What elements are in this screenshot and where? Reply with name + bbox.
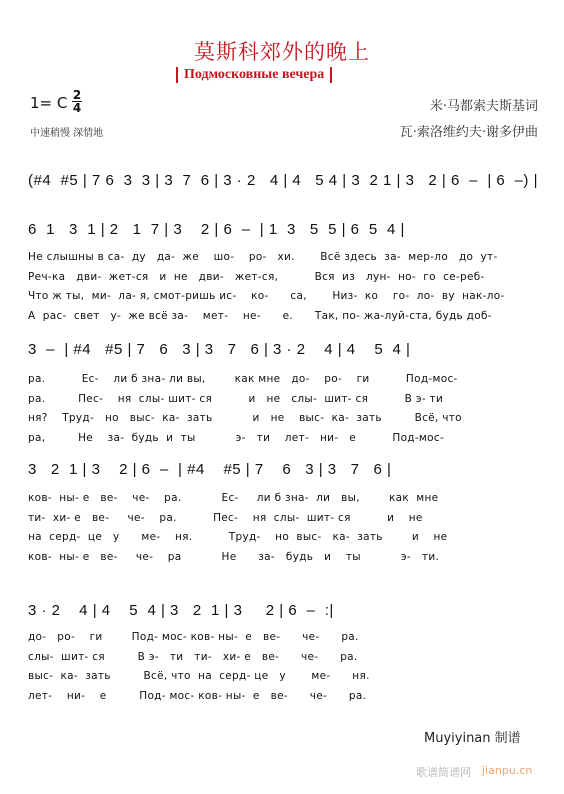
lyric-line: на серд- це у ме- ня. Труд- но выс- ка- зать и не	[28, 531, 448, 543]
meter-bottom: 4	[72, 101, 82, 115]
lyric-line: Что ж ты, ми- ла- я, смот-ришь ис- ко- са, Низ- ко го- ло- ву нак-ло-	[28, 290, 505, 302]
lyric-line: ня? Труд- но выс- ка- зать и не выс- ка- зать Всё, что	[28, 412, 462, 424]
transcriber-credit: Muyiyinan 制谱	[424, 731, 521, 746]
lyric-line: лет- ни- е Под- мос- ков- ны- е ве- че- ра.	[28, 689, 367, 702]
site-watermark-url: jianpu.cn	[482, 764, 533, 777]
notation-line: 6 1 3 1 | 2 1 7 | 3 2 | 6 – | 1 3 5 5 | 6 5 4 |	[28, 221, 405, 238]
site-watermark: 歌谱简谱网	[416, 766, 471, 779]
lyric-line: ра. Ес- ли б зна- ли вы, как мне до- ро- ги Под-мос-	[28, 373, 458, 385]
lyric-line: Не слышны в са- ду да- же шо- ро- хи. Всё здесь за- мер-ло до ут-	[28, 251, 498, 263]
meter-top: 2	[72, 88, 82, 102]
lyric-line: выс- ка- зать Всё, что на серд- це у ме- ня.	[28, 670, 370, 682]
notation-line: 3 – | #4 #5 | 7 6 3 | 3 7 6 | 3 · 2 4 | 4 5 4 |	[28, 341, 411, 358]
lyric-line: ти- хи- е ве- че- ра. Пес- ня слы- шит- ся и не	[28, 511, 423, 524]
composer-credit: 瓦·索洛维约夫·谢多伊曲	[399, 125, 538, 140]
lyric-line: ра. Пес- ня слы- шит- ся и не слы- шит- ся В э- ти	[28, 392, 444, 405]
key-signature: 1= C	[30, 94, 68, 112]
notation-line: 3 · 2 4 | 4 5 4 | 3 2 1 | 3 2 | 6 – :|	[28, 602, 334, 619]
lyric-line: ков- ны- е ве- че- ра. Ес- ли б зна- ли вы, как мне	[28, 492, 439, 504]
notation-line: (#4 #5 | 7 6 3 3 | 3 7 6 | 3 · 2 4 | 4 5 4 | 3 2 1 | 3 2 | 6 – | 6 –) |	[28, 172, 538, 189]
lyric-line: Реч-ка дви- жет-ся и не дви- жет-ся, Вся из лун- но- го се-реб-	[28, 270, 485, 283]
song-title: 莫斯科郊外的晚上	[194, 40, 370, 64]
lyricist-credit: 米·马都索夫斯基词	[429, 99, 538, 114]
lyric-line: А рас- свет у- же всё за- мет- не- е. Так, по- жа-луй-ста, будь доб-	[28, 309, 492, 322]
lyric-line: слы- шит- ся В э- ти ти- хи- е ве- че- ра.	[28, 650, 358, 663]
notation-line: 3 2 1 | 3 2 | 6 – | #4 #5 | 7 6 3 | 3 7 6 |	[28, 461, 392, 478]
lyric-line: ра, Не за- будь и ты э- ти лет- ни- е Под-мос-	[28, 431, 445, 444]
song-subtitle: Подмосковные вечера	[176, 67, 332, 83]
tempo-marking: 中速稍慢 深情地	[30, 128, 104, 139]
lyric-line: до- ро- ги Под- мос- ков- ны- е ве- че- ра.	[28, 631, 359, 643]
lyric-line: ков- ны- е ве- че- ра Не за- будь и ты э- ти.	[28, 550, 440, 563]
